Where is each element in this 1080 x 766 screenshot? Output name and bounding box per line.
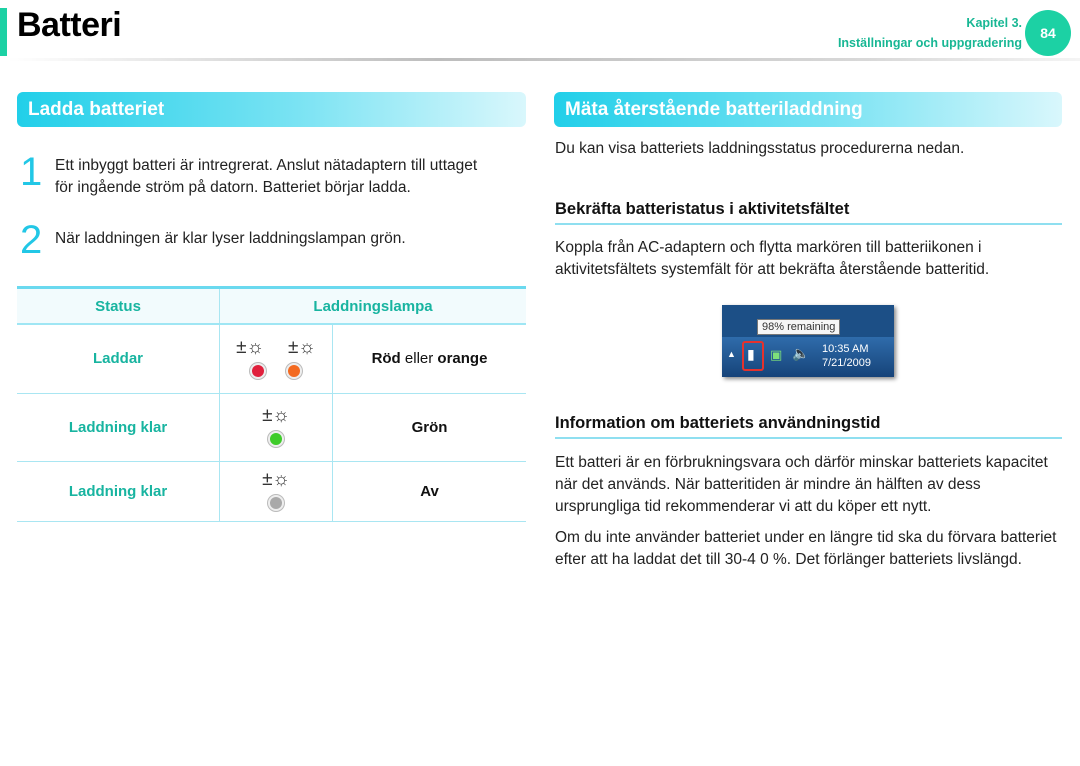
status-cell: Laddar bbox=[17, 324, 220, 393]
lamp-cell bbox=[333, 324, 527, 393]
subsection-text: Om du inte använder batteriet under en längre tid ska du förvara batteriet efter att ha laddat det till 30-4 0 %. Det förlänger batteriets livslängd. bbox=[555, 529, 1057, 568]
off-lamp-icon bbox=[270, 497, 282, 509]
volume-icon: 🔈 bbox=[792, 345, 810, 361]
charging-lamp-icon: ±☼ bbox=[262, 405, 290, 426]
header-divider bbox=[8, 58, 1080, 61]
icon-cell bbox=[220, 393, 333, 461]
status-cell: Laddning klar bbox=[17, 393, 220, 461]
header-status: Status bbox=[17, 288, 220, 325]
battery-icon: ▮ bbox=[747, 346, 755, 362]
page-number-badge: 84 bbox=[1025, 10, 1071, 56]
page-title: Batteri bbox=[17, 6, 122, 44]
charging-lamp-icon: ±☼ bbox=[262, 469, 290, 490]
subsection-rule bbox=[555, 437, 1062, 439]
table-header-row bbox=[17, 288, 526, 325]
battery-tooltip: 98% remaining bbox=[757, 319, 840, 335]
clock-date: 7/21/2009 bbox=[822, 357, 871, 369]
subsection-text: Ett batteri är en förbrukningsvara och därför minskar batteriets kapacitet när det används. När batteritiden är mindre än hälften av dess ursprungliga tid rekommenderar vi att du köper ett nytt. bbox=[555, 454, 1048, 515]
lamp-color-orange: orange bbox=[437, 350, 488, 368]
taskbar-clock bbox=[822, 342, 871, 370]
status-cell: Laddning klar bbox=[17, 461, 220, 521]
lamp-connector: eller bbox=[400, 350, 438, 368]
taskbar-screenshot bbox=[722, 305, 894, 377]
lamp-color-red: Röd bbox=[371, 350, 401, 368]
chapter-info bbox=[838, 13, 1022, 53]
lamp-cell: Av bbox=[333, 461, 527, 521]
table-row bbox=[17, 461, 526, 521]
section-header-charge: Ladda batteriet bbox=[17, 92, 526, 127]
charge-status-table bbox=[17, 286, 526, 522]
red-lamp-icon bbox=[252, 365, 264, 377]
table-row bbox=[17, 393, 526, 461]
subsection-rule bbox=[555, 223, 1062, 225]
section-header-measure: Mäta återstående batteriladdning bbox=[554, 92, 1062, 127]
intro-text: Du kan visa batteriets laddningsstatus procedurerna nedan. bbox=[555, 140, 965, 157]
charging-lamp-icon: ±☼ bbox=[288, 336, 316, 358]
table-row bbox=[17, 324, 526, 393]
subsection-title: Bekräfta batteristatus i aktivitetsfältet bbox=[555, 200, 850, 218]
step-number: 1 bbox=[20, 150, 43, 194]
icon-cell bbox=[220, 461, 333, 521]
orange-lamp-icon bbox=[288, 365, 300, 377]
step-number: 2 bbox=[20, 218, 43, 262]
subsection-text: Koppla från AC-adaptern och flytta markören till batteriikonen i aktivitetsfältets systemfält för att bekräfta återstående batteritid. bbox=[555, 239, 990, 278]
network-icon: ▣ bbox=[770, 347, 783, 362]
green-lamp-icon bbox=[270, 433, 282, 445]
icon-cell bbox=[220, 324, 333, 393]
clock-time: 10:35 AM bbox=[822, 343, 869, 355]
step-text: Ett inbyggt batteri är intregrerat. Anslut nätadaptern till uttaget för ingående ström på datorn. Batteriet börjar ladda. bbox=[55, 157, 478, 196]
title-accent-bar bbox=[0, 8, 7, 56]
lamp-cell: Grön bbox=[333, 393, 527, 461]
step-text: När laddningen är klar lyser laddningslampan grön. bbox=[55, 230, 406, 247]
show-hidden-icons-icon: ▲ bbox=[727, 349, 736, 359]
charging-lamp-icon: ±☼ bbox=[236, 336, 264, 358]
chapter-subtitle: Inställningar och uppgradering bbox=[837, 36, 1022, 50]
chapter-label: Kapitel 3. bbox=[966, 16, 1022, 30]
subsection-title: Information om batteriets användningstid bbox=[555, 414, 881, 432]
header-charge-lamp: Laddningslampa bbox=[220, 288, 527, 325]
